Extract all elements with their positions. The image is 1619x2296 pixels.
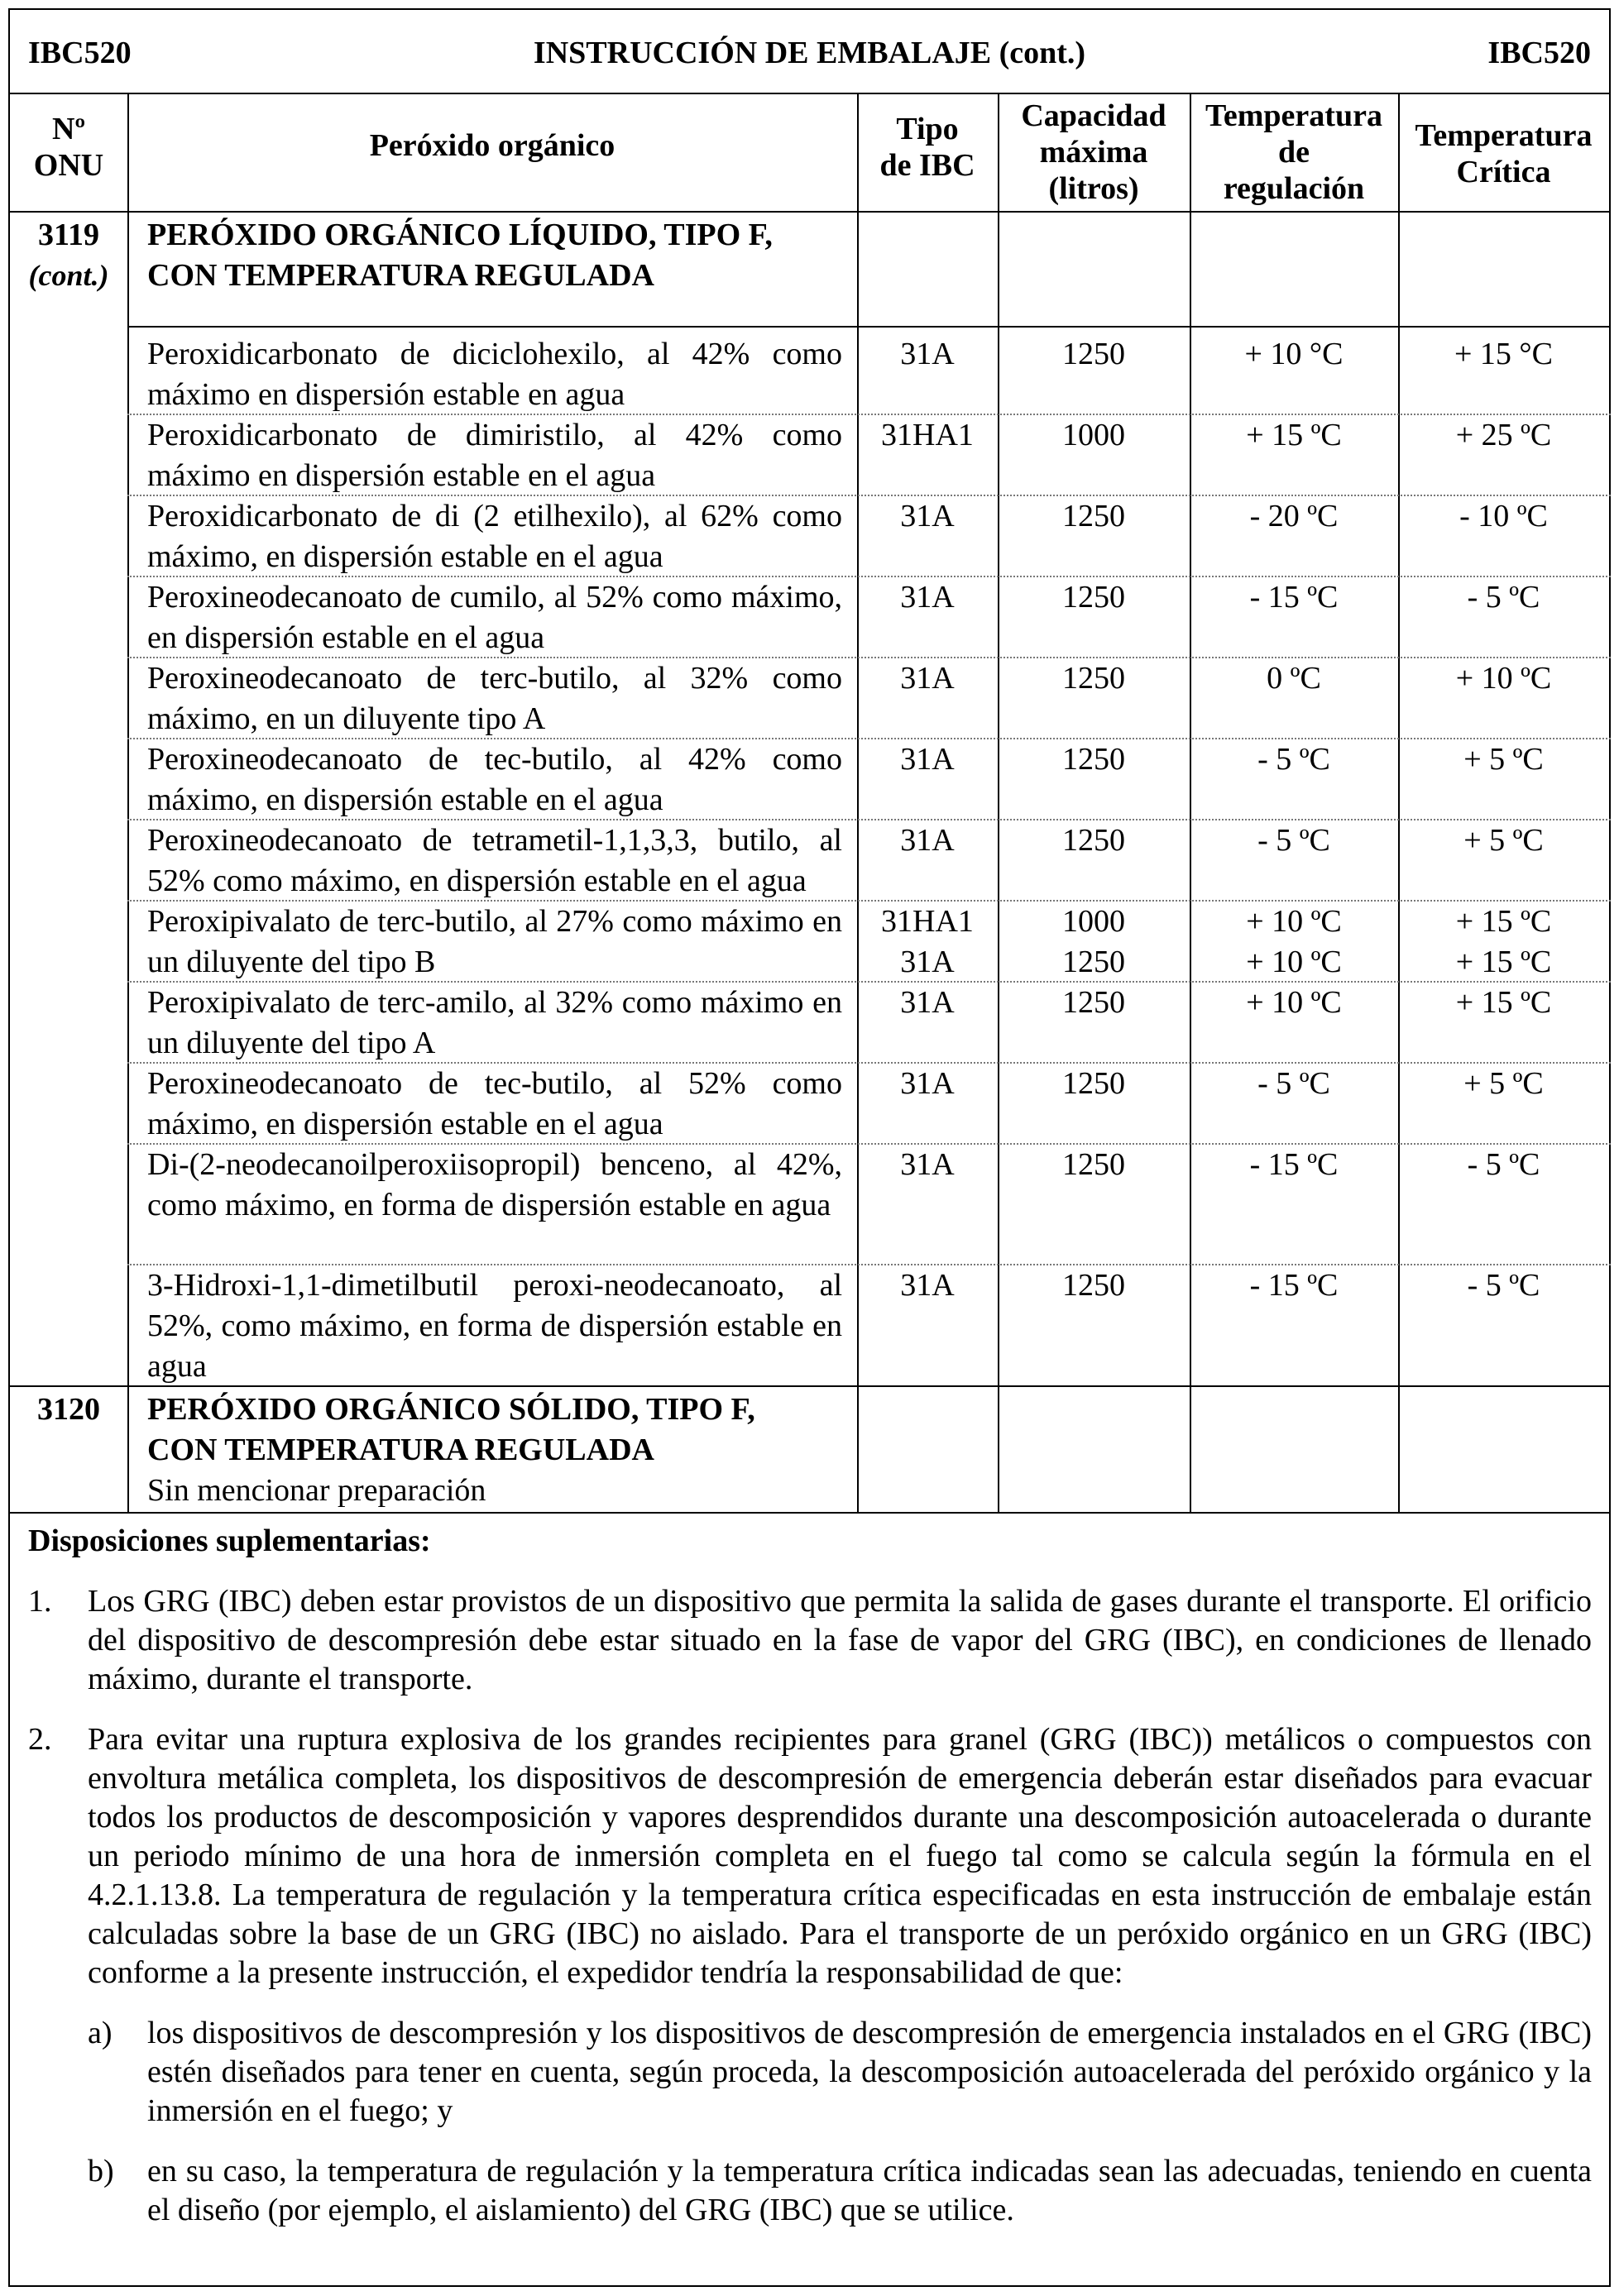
provision-label: 1. xyxy=(28,1584,52,1619)
group-3120-divider xyxy=(10,1385,1609,1387)
capacity-value: 1250 xyxy=(1062,580,1125,615)
supplementary-heading: Disposiciones suplementarias: xyxy=(28,1523,431,1558)
provision-sublabel: b) xyxy=(88,2154,114,2188)
peroxide-description: Peroxipivalato de terc-amilo, al 32% como máximo en un diluyente del tipo A xyxy=(147,985,842,1060)
provision-item-2 xyxy=(28,1720,1592,1992)
critical-temp-value: + 15 °C xyxy=(1454,337,1553,371)
provision-label: 2. xyxy=(28,1722,52,1757)
provision-subtext: en su caso, la temperatura de regulación y la temperatura crítica indicadas sean las adecuadas, teniendo en cuenta el diseño (por ejemplo, el aislamiento) del GRG (IBC) que se utilice. xyxy=(147,2154,1592,2227)
peroxide-description: Peroxidicarbonato de diciclohexilo, al 42% como máximo en dispersión estable en agua xyxy=(147,337,842,412)
ibc-type-value: 31HA1 xyxy=(881,418,974,452)
provision-text: Los GRG (IBC) deben estar provistos de un dispositivo que permita la salida de gases durante el transporte. El orificio del dispositivo de descompresión debe estar situado en la fase de vapor del GRG (IBC), en condiciones de llenado máximo, durante el transporte. xyxy=(88,1584,1592,1696)
capacity-value: 1250 xyxy=(1062,661,1125,696)
peroxide-description: 3-Hidroxi-1,1-dimetilbutil peroxi-neodecanoato, al 52%, como máximo, en forma de dispersión estable en agua xyxy=(147,1268,842,1384)
un-number-cont-note: (cont.) xyxy=(28,259,109,292)
capacity-value: 1000 xyxy=(1062,418,1125,452)
un-number-3119: 3119 xyxy=(38,218,99,252)
peroxide-description: Peroxineodecanoato de tetrametil-1,1,3,3, butilo, al 52% como máximo, en dispersión estable en el agua xyxy=(147,823,842,898)
critical-temp-value: + 15 ºC xyxy=(1455,945,1552,979)
critical-temp-value: + 10 ºC xyxy=(1455,661,1552,696)
ibc-type-value: 31A xyxy=(900,1268,955,1303)
critical-temp-value: + 25 ºC xyxy=(1455,418,1552,452)
provision-subitem-b xyxy=(88,2152,1592,2230)
control-temp-value: + 10 ºC xyxy=(1246,945,1342,979)
control-temp-value: 0 ºC xyxy=(1267,661,1321,696)
col-header-capacity: Capacidad máxima (litros) xyxy=(1021,98,1166,206)
provision-text: Para evitar una ruptura explosiva de los grandes recipientes para granel (GRG (IBC)) metálicos o compuestos con envoltura metálica completa, los dispositivos de descompresión de emergencia deberán estar diseñados para evacuar todos los productos de descomposición y vapores desprendidos durante una descomposición autoacelerada o durante un periodo mínimo de una hora de inmersión completa en el fuego tal como se calcula según la fórmula en el 4.2.1.13.8. La temperatura de regulación y la temperatura crítica especificadas en esta instrucción de embalaje están calculadas sobre la base de un GRG (IBC) no aislado. Para el transporte de un peróxido orgánico en un GRG (IBC) conforme a la presente instrucción, el expedidor tendría la responsabilidad de que: xyxy=(88,1722,1592,1990)
group-title-3120: PERÓXIDO ORGÁNICO SÓLIDO, TIPO F, CON TEMPERATURA REGULADA Sin mencionar preparación xyxy=(147,1390,755,1511)
control-temp-value: + 10 ºC xyxy=(1246,904,1342,939)
capacity-value: 1250 xyxy=(1062,1268,1125,1303)
critical-temp-value: - 5 ºC xyxy=(1467,1268,1540,1303)
control-temp-value: - 5 ºC xyxy=(1257,1066,1330,1101)
col-header-peroxide: Peróxido orgánico xyxy=(369,128,616,163)
ibc-type-value: 31A xyxy=(900,823,955,858)
ibc-type-value: 31A xyxy=(900,945,955,979)
control-temp-value: - 20 ºC xyxy=(1249,499,1339,533)
capacity-value: 1250 xyxy=(1062,1066,1125,1101)
column-line xyxy=(127,93,129,1514)
critical-temp-value: + 15 ºC xyxy=(1455,904,1552,939)
critical-temp-value: + 5 ºC xyxy=(1463,1066,1544,1101)
capacity-value: 1250 xyxy=(1062,945,1125,979)
col-header-critical-temp: Temperatura Crítica xyxy=(1415,118,1593,189)
capacity-value: 1250 xyxy=(1062,1147,1125,1182)
provision-subtext: los dispositivos de descompresión y los dispositivos de descompresión de emergencia instalados en el GRG (IBC) estén diseñados para tener en cuenta, según proceda, la descomposición autoacelerada del peróxido orgánico y la inmersión en el fuego; y xyxy=(147,2016,1592,2128)
ibc-type-value: 31A xyxy=(900,742,955,777)
title-divider xyxy=(10,93,1609,94)
critical-temp-value: + 5 ºC xyxy=(1463,742,1544,777)
instruction-code-right: IBC520 xyxy=(1487,36,1591,70)
peroxide-description: Di-(2-neodecanoilperoxiisopropil) benceno, al 42%, como máximo, en forma de dispersión estable en agua xyxy=(147,1147,842,1222)
group-3120-note: Sin mencionar preparación xyxy=(147,1473,486,1508)
provision-item-1 xyxy=(28,1582,1592,1699)
control-temp-value: + 10 ºC xyxy=(1246,985,1342,1020)
peroxide-description: Peroxineodecanoato de terc-butilo, al 32% como máximo, en un diluyente tipo A xyxy=(147,661,842,736)
critical-temp-value: - 5 ºC xyxy=(1467,1147,1540,1182)
provision-sublabel: a) xyxy=(88,2016,113,2050)
capacity-value: 1250 xyxy=(1062,985,1125,1020)
ibc-type-value: 31A xyxy=(900,337,955,371)
peroxide-description: Peroxineodecanoato de tec-butilo, al 52% como máximo, en dispersión estable en el agua xyxy=(147,1066,842,1141)
capacity-value: 1250 xyxy=(1062,823,1125,858)
provision-subitem-a xyxy=(88,2014,1592,2131)
ibc-type-value: 31A xyxy=(900,580,955,615)
ibc-type-value: 31A xyxy=(900,661,955,696)
control-temp-value: + 15 ºC xyxy=(1246,418,1342,452)
group-title-3119: PERÓXIDO ORGÁNICO LÍQUIDO, TIPO F, CON TEMPERATURA REGULADA xyxy=(147,218,773,293)
ibc-type-value: 31HA1 xyxy=(881,904,974,939)
control-temp-value: - 5 ºC xyxy=(1257,742,1330,777)
peroxide-description: Peroxineodecanoato de cumilo, al 52% como máximo, en dispersión estable en el agua xyxy=(147,580,842,655)
capacity-value: 1000 xyxy=(1062,904,1125,939)
peroxide-description: Peroxipivalato de terc-butilo, al 27% como máximo en un diluyente del tipo B xyxy=(147,904,842,979)
group-title-divider xyxy=(127,326,1611,328)
control-temp-value: - 15 ºC xyxy=(1249,580,1339,615)
peroxide-description: Peroxidicarbonato de dimiristilo, al 42% como máximo en dispersión estable en el agua xyxy=(147,418,842,493)
instruction-code-left: IBC520 xyxy=(28,36,132,70)
capacity-value: 1250 xyxy=(1062,337,1125,371)
capacity-value: 1250 xyxy=(1062,742,1125,777)
critical-temp-value: - 10 ºC xyxy=(1459,499,1548,533)
header-divider xyxy=(10,211,1609,213)
col-header-ibc-type: Tipo de IBC xyxy=(879,112,975,183)
control-temp-value: - 15 ºC xyxy=(1249,1268,1339,1303)
instruction-title: INSTRUCCIÓN DE EMBALAJE (cont.) xyxy=(533,36,1086,70)
ibc-type-value: 31A xyxy=(900,499,955,533)
peroxide-description: Peroxidicarbonato de di (2 etilhexilo), al 62% como máximo, en dispersión estable en el agua xyxy=(147,499,842,574)
critical-temp-value: - 5 ºC xyxy=(1467,580,1540,615)
critical-temp-value: + 15 ºC xyxy=(1455,985,1552,1020)
control-temp-value: - 15 ºC xyxy=(1249,1147,1339,1182)
supplementary-provisions xyxy=(28,1522,1592,2230)
peroxide-description: Peroxineodecanoato de tec-butilo, al 42% como máximo, en dispersión estable en el agua xyxy=(147,742,842,817)
ibc-type-value: 31A xyxy=(900,985,955,1020)
critical-temp-value: + 5 ºC xyxy=(1463,823,1544,858)
capacity-value: 1250 xyxy=(1062,499,1125,533)
col-header-control-temp: Temperatura de regulación xyxy=(1205,98,1382,206)
table-bottom-divider xyxy=(10,1512,1609,1514)
col-header-un-number: Nº ONU xyxy=(33,112,104,183)
control-temp-value: - 5 ºC xyxy=(1257,823,1330,858)
control-temp-value: + 10 °C xyxy=(1244,337,1344,371)
packing-instruction-document xyxy=(8,8,1611,2287)
ibc-type-value: 31A xyxy=(900,1147,955,1182)
un-number-3120: 3120 xyxy=(37,1392,100,1427)
ibc-type-value: 31A xyxy=(900,1066,955,1101)
